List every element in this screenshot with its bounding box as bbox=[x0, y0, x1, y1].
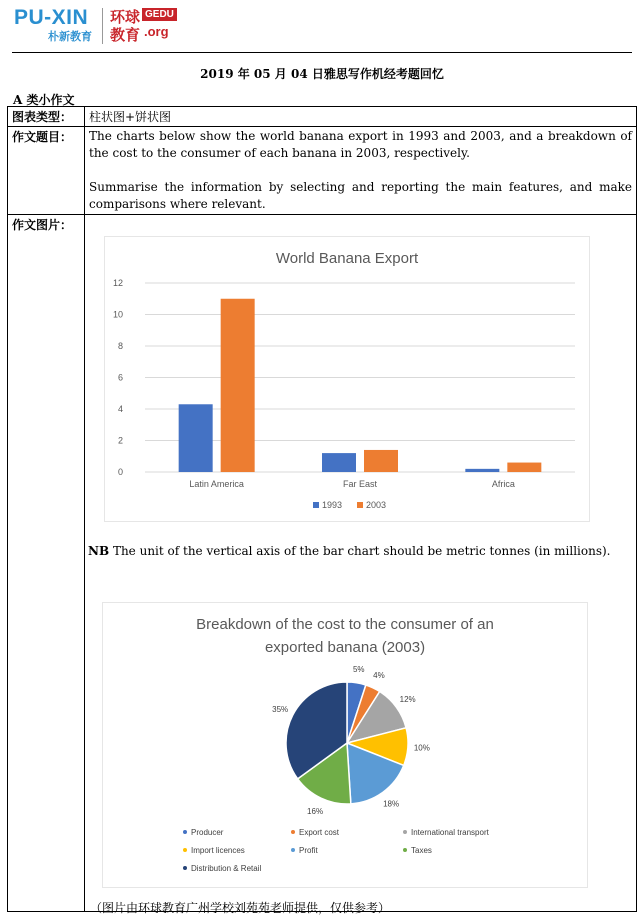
legend-label-2003: 2003 bbox=[366, 500, 387, 510]
bar-chart bbox=[105, 237, 589, 521]
y-tick-label: 4 bbox=[117, 404, 123, 414]
bar-chart-title: World Banana Export bbox=[275, 250, 419, 267]
legend-label: Taxes bbox=[411, 846, 432, 855]
gedu-logo-text: 环球教育 bbox=[110, 8, 141, 44]
image-label: 作文图片： bbox=[8, 215, 85, 912]
pie-chart-title-2: exported banana (2003) bbox=[264, 639, 426, 656]
legend-swatch-1993 bbox=[313, 502, 319, 508]
legend-label: Distribution & Retail bbox=[191, 864, 262, 873]
bar-2003-latin-america bbox=[221, 299, 255, 472]
type-value: 柱状图+饼状图 bbox=[85, 107, 637, 127]
prompt-paragraph-1: The charts below show the world banana export in 1993 and 2003, and a breakdown of the cost to the consumer of each banana in 2003, respectively. bbox=[89, 129, 632, 160]
pie-data-label: 35% bbox=[272, 704, 289, 714]
pie-data-label: 5% bbox=[352, 664, 365, 674]
legend-swatch bbox=[403, 848, 407, 852]
bar-1993-africa bbox=[465, 469, 499, 472]
prompt-label: 作文题目： bbox=[8, 127, 85, 215]
legend-swatch bbox=[183, 866, 187, 870]
legend-swatch bbox=[183, 848, 187, 852]
legend-label: Export cost bbox=[299, 828, 340, 837]
pie-data-label: 10% bbox=[413, 743, 430, 753]
puxin-logo-text: PU-XIN bbox=[14, 6, 89, 29]
document-title: 2019 年 05 月 04 日雅思写作机经考题回忆 bbox=[200, 67, 444, 81]
y-tick-label: 6 bbox=[117, 372, 123, 383]
logo-divider bbox=[102, 8, 103, 44]
chart-note bbox=[88, 544, 610, 558]
y-tick-label: 2 bbox=[117, 435, 123, 446]
pie-data-label: 12% bbox=[399, 694, 416, 704]
header-rule bbox=[12, 52, 632, 53]
bar-2003-far-east bbox=[364, 450, 398, 472]
x-tick-label: Far East bbox=[342, 479, 378, 489]
note-text: The unit of the vertical axis of the bar chart should be metric tonnes (in millions). bbox=[109, 544, 611, 558]
legend-swatch bbox=[403, 830, 407, 834]
legend-label: International transport bbox=[411, 828, 489, 837]
legend-label: Profit bbox=[299, 846, 318, 855]
bar-1993-far-east bbox=[322, 453, 356, 472]
y-tick-label: 0 bbox=[117, 467, 123, 477]
prompt-cell bbox=[85, 127, 637, 215]
legend-swatch bbox=[183, 830, 187, 834]
puxin-logo bbox=[14, 6, 88, 30]
y-tick-label: 10 bbox=[112, 309, 123, 320]
legend-swatch bbox=[291, 830, 295, 834]
pie-data-label: 16% bbox=[307, 806, 324, 816]
pie-chart-frame bbox=[102, 602, 588, 888]
bar-2003-africa bbox=[507, 463, 541, 472]
legend-label: Producer bbox=[191, 828, 224, 837]
y-tick-label: 12 bbox=[112, 278, 123, 288]
image-credit: （图片由环球教育广州学校刘苑苑老师提供，仅供参考） bbox=[90, 901, 391, 915]
note-bold: NB bbox=[88, 544, 110, 558]
pie-chart-title-1: Breakdown of the cost to the consumer of an bbox=[196, 616, 494, 633]
legend-label-1993: 1993 bbox=[322, 500, 343, 510]
gedu-badge: GEDU bbox=[142, 8, 177, 21]
x-tick-label: Latin America bbox=[189, 479, 244, 489]
legend-label: Import licences bbox=[191, 846, 245, 855]
prompt-paragraph-2: Summarise the information by selecting and reporting the main features, and make comparisons where relevant. bbox=[89, 180, 632, 211]
y-tick-label: 8 bbox=[117, 341, 123, 351]
x-tick-label: Africa bbox=[491, 479, 515, 489]
pie-data-label: 18% bbox=[383, 799, 400, 809]
puxin-logo-sub: 朴新教育 bbox=[48, 31, 92, 43]
legend-swatch-2003 bbox=[357, 502, 363, 508]
legend-swatch bbox=[291, 848, 295, 852]
table-row-type bbox=[8, 107, 637, 127]
type-label: 图表类型： bbox=[8, 107, 85, 127]
section-heading: A 类小作文 bbox=[13, 93, 75, 107]
pie-chart bbox=[103, 603, 587, 887]
table-row-prompt bbox=[8, 127, 637, 215]
bar-1993-latin-america bbox=[179, 404, 213, 472]
bar-chart-frame bbox=[104, 236, 590, 522]
gedu-org: .org bbox=[144, 24, 169, 39]
pie-data-label: 4% bbox=[373, 671, 385, 681]
